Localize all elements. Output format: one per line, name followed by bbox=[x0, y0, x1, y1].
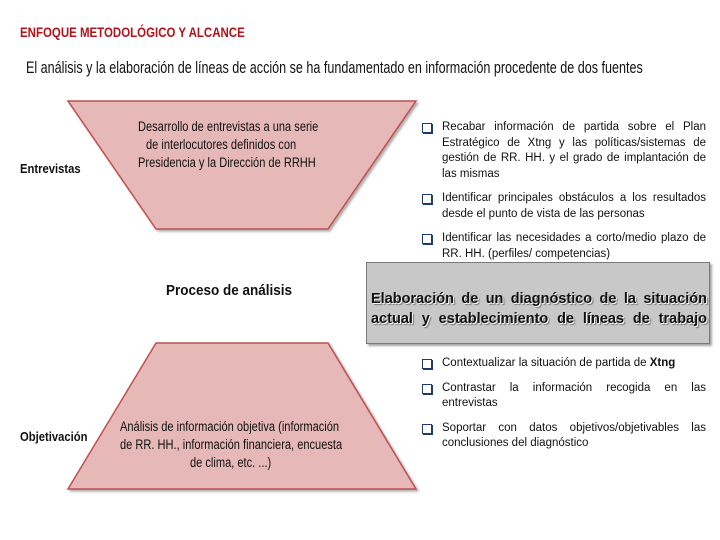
list-item: Recabar información de partida sobre el Plan Estratégico de Xtng y las políticas/sistemas de gestión de RR. HH. y el grado de implantación de las mismas bbox=[422, 120, 706, 182]
checkbox-bullet-icon bbox=[422, 194, 432, 204]
diagnosis-box bbox=[366, 262, 710, 344]
entrevistas-label: Entrevistas bbox=[20, 162, 81, 176]
checkbox-bullet-icon bbox=[422, 123, 432, 133]
list-item: Identificar las necesidades a corto/medio plazo de RR. HH. (perfiles/ competencias) bbox=[422, 231, 706, 262]
list-item: Contextualizar la situación de partida de Xtng bbox=[422, 356, 706, 372]
list-item: Contrastar la información recogida en las entrevistas bbox=[422, 381, 706, 412]
list-item: Soportar con datos objetivos/objetivables las conclusiones del diagnóstico bbox=[422, 421, 706, 452]
objetivacion-label: Objetivación bbox=[20, 430, 88, 444]
slide-title: ENFOQUE METODOLÓGICO Y ALCANCE bbox=[20, 24, 245, 40]
checkbox-bullet-icon bbox=[422, 359, 432, 369]
checkbox-bullet-icon bbox=[422, 234, 432, 244]
list-item: Identificar principales obstáculos a los resultados desde el punto de vista de las personas bbox=[422, 191, 706, 222]
checkbox-bullet-icon bbox=[422, 424, 432, 434]
diagnosis-text: Elaboración de un diagnóstico de la situación actual y establecimiento de líneas de trabajo bbox=[371, 291, 707, 327]
proceso-analisis-label: Proceso de análisis bbox=[166, 282, 293, 299]
entrevistas-shape-text: Desarrollo de entrevistas a una serie de interlocutores definidos con Presidencia y la Dirección de RRHH bbox=[138, 119, 319, 170]
checkbox-bullet-icon bbox=[422, 384, 432, 394]
slide-subtitle: El análisis y la elaboración de líneas de acción se ha fundamentado en información procedente de dos fuentes bbox=[26, 58, 643, 77]
objetivacion-shape-text: Análisis de información objetiva (información de RR. HH., información financiera, encuesta de clima, etc. ...) bbox=[120, 419, 343, 470]
objetivacion-bullet-list bbox=[422, 356, 706, 461]
entrevistas-bullet-list bbox=[422, 120, 706, 271]
